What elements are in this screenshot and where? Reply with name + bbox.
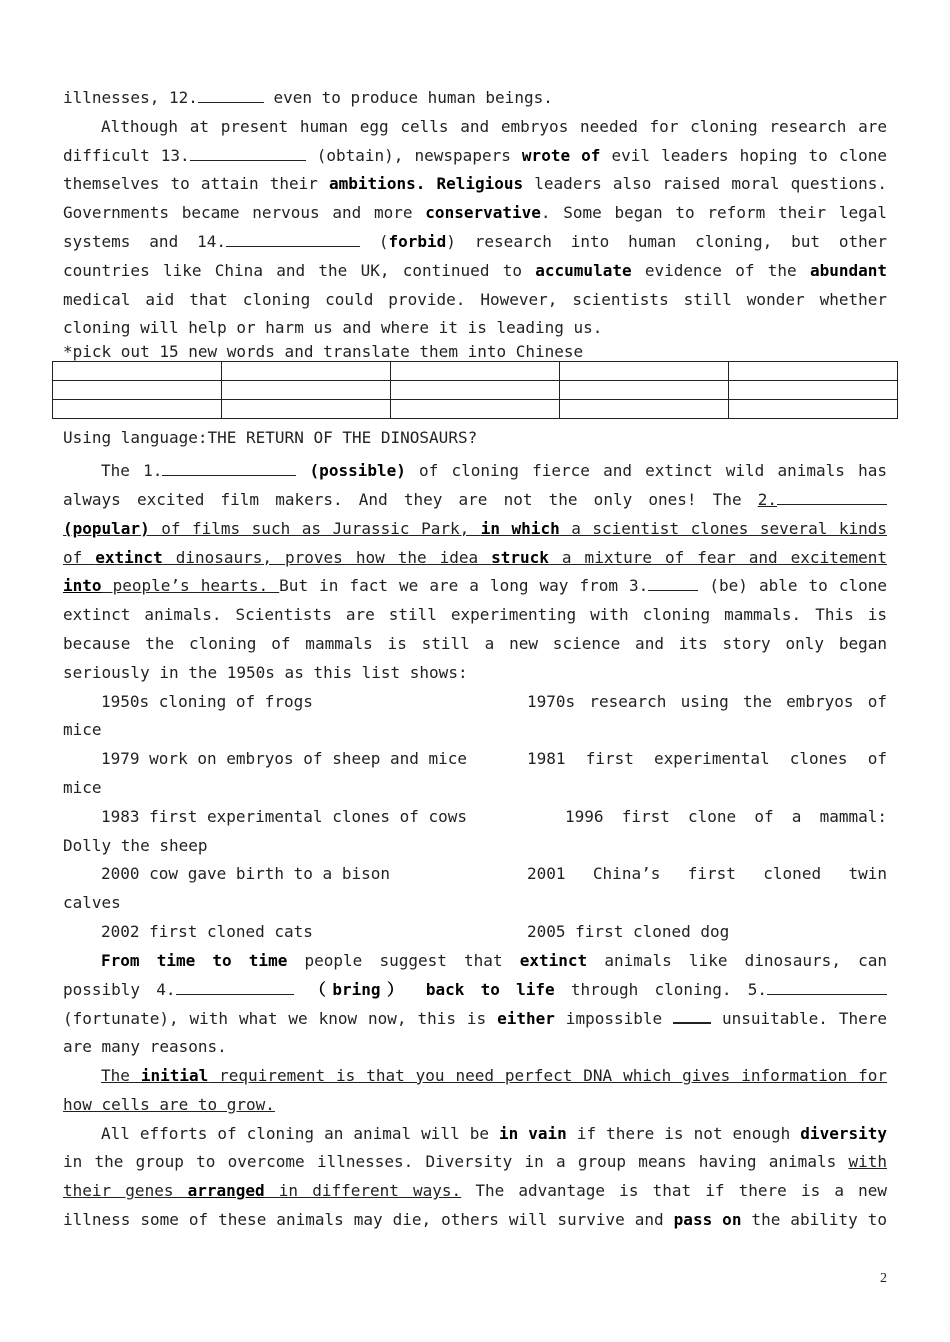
- text: always excited film makers. And they are not the only ones! The: [63, 489, 758, 509]
- timeline-row: [63, 688, 887, 717]
- key-phrase: in vain: [499, 1123, 567, 1143]
- text: in different ways.: [264, 1181, 462, 1201]
- text-line: [63, 544, 887, 573]
- answer-blank-conjunction[interactable]: [673, 1004, 711, 1024]
- text: a scientist clones several kinds: [559, 518, 887, 538]
- text: systems and 14.: [63, 231, 226, 251]
- key-word: into: [63, 576, 102, 596]
- text-line: [63, 515, 887, 544]
- text: of films such as Jurassic Park,: [149, 518, 481, 538]
- text: difficult 13.: [63, 145, 190, 165]
- key-phrase: wrote of: [521, 145, 601, 165]
- text-line: [63, 286, 887, 315]
- timeline-left: 2002 first cloned cats: [101, 921, 313, 941]
- text: animals like dinosaurs, can: [587, 950, 887, 970]
- text: Governments became nervous and more: [63, 203, 426, 223]
- key-phrase: From time to time: [101, 950, 288, 970]
- table-cell[interactable]: [729, 400, 898, 419]
- key-word: abundant: [809, 260, 887, 280]
- key-phrase: pass on: [673, 1209, 742, 1229]
- question-number: 2.: [757, 489, 777, 509]
- timeline-continuation: mice: [63, 777, 102, 797]
- text-line: [63, 630, 887, 659]
- timeline-left: 1983 first experimental clones of cows: [101, 806, 468, 826]
- text-line: [63, 314, 887, 343]
- timeline-row: [63, 745, 887, 774]
- text: possibly 4.: [63, 979, 176, 999]
- text: Although at present human egg cells and embryos needed for cloning research are: [101, 116, 887, 136]
- text-line: [63, 1004, 887, 1033]
- text: themselves to attain their: [63, 174, 330, 194]
- text: in the group to overcome illnesses. Diversity in a group means having animals: [63, 1152, 849, 1172]
- key-word: arranged: [187, 1181, 265, 1201]
- text: [296, 461, 309, 480]
- text-line: [63, 142, 887, 171]
- table-cell[interactable]: [391, 381, 560, 400]
- timeline-left: 2000 cow gave birth to a bison: [101, 864, 390, 884]
- text-line: [63, 1062, 887, 1091]
- text: their genes: [63, 1181, 188, 1201]
- key-word: ambitions.: [329, 174, 426, 194]
- table-cell[interactable]: [729, 381, 898, 400]
- document-page: [63, 84, 887, 1235]
- table-row: [53, 400, 898, 419]
- text-line: [63, 976, 887, 1005]
- table-cell[interactable]: [53, 400, 222, 419]
- table-cell[interactable]: [53, 381, 222, 400]
- text: people suggest that: [287, 950, 520, 970]
- instruction-line: [63, 343, 887, 360]
- text-line: [63, 1120, 887, 1149]
- timeline-continuation: calves: [63, 893, 121, 913]
- text-line: [63, 1177, 887, 1206]
- text: (fortunate), with what we know now, this is: [63, 1009, 498, 1029]
- text-line: [63, 84, 887, 113]
- key-word: struck: [491, 547, 549, 567]
- text-line: [63, 1033, 887, 1062]
- text: The: [101, 1065, 141, 1085]
- text-line: [63, 601, 887, 630]
- key-phrase: in which: [480, 518, 560, 538]
- timeline-row: [63, 860, 887, 889]
- text: the ability to: [741, 1209, 887, 1229]
- timeline-continuation: mice: [63, 720, 102, 740]
- timeline-row: [63, 803, 887, 832]
- table-cell[interactable]: [391, 400, 560, 419]
- page-number: 2: [880, 1271, 887, 1286]
- table-cell[interactable]: [53, 362, 222, 381]
- text-line: [63, 228, 887, 257]
- key-word: either: [497, 1009, 555, 1029]
- text: a mixture of fear and excitement: [548, 547, 887, 567]
- text-line: [63, 1206, 887, 1235]
- text: （: [293, 979, 333, 999]
- vocabulary-table: [52, 361, 898, 419]
- text-line: [63, 1091, 275, 1120]
- table-cell[interactable]: [729, 362, 898, 381]
- text: people’s hearts.: [101, 576, 280, 596]
- answer-blank-5[interactable]: [767, 976, 887, 995]
- table-cell[interactable]: [222, 400, 391, 419]
- text-line: [63, 1148, 887, 1177]
- text: of cloning fierce and extinct wild animals has: [405, 461, 887, 481]
- text-line: [63, 257, 887, 286]
- table-cell[interactable]: [560, 381, 729, 400]
- answer-blank-13[interactable]: [190, 142, 306, 161]
- timeline-right: 1970s research using the embryos of: [527, 691, 887, 711]
- text: (obtain), newspapers: [305, 145, 522, 165]
- timeline-right: 2005 first cloned dog: [527, 921, 730, 941]
- timeline-left: 1979 work on embryos of sheep and mice: [101, 749, 468, 769]
- key-word: bring: [332, 979, 381, 999]
- key-word: (popular): [63, 518, 150, 538]
- key-word: accumulate: [535, 260, 632, 280]
- text: evil leaders hoping to clone: [600, 145, 887, 165]
- text-line: [63, 947, 887, 976]
- text: The advantage is that if there is a new: [461, 1181, 887, 1201]
- key-word: extinct: [519, 950, 588, 970]
- text-line: [63, 113, 887, 142]
- text: [425, 174, 436, 193]
- text: requirement is that you need perfect DNA which gives information for: [208, 1065, 887, 1085]
- text: even to produce human beings.: [263, 88, 553, 107]
- key-word: forbid: [388, 231, 447, 251]
- text: (be) able to clone: [698, 576, 887, 596]
- text: dinosaurs, proves how the idea: [162, 547, 492, 567]
- answer-blank-3[interactable]: [648, 572, 698, 591]
- table-row: [53, 362, 898, 381]
- text-line: [63, 486, 887, 515]
- section-heading: Using language:THE RETURN OF THE DINOSAURS?: [63, 428, 478, 448]
- text-line: [63, 457, 887, 486]
- timeline-continuation: Dolly the sheep: [63, 835, 208, 855]
- answer-blank-2[interactable]: [777, 486, 887, 505]
- table-cell[interactable]: [222, 381, 391, 400]
- text: The 1.: [101, 461, 163, 481]
- text: of: [63, 547, 96, 567]
- instruction-text: *pick out 15 new words and translate them into Chinese: [63, 342, 584, 362]
- text-line: [63, 572, 887, 601]
- key-word: extinct: [95, 547, 163, 567]
- text: impossible: [554, 1009, 674, 1029]
- key-word: conservative: [425, 203, 541, 223]
- text: illness some of these animals may die, others will survive and: [63, 1209, 674, 1229]
- text-line: [63, 170, 887, 199]
- text: unsuitable. There: [711, 1009, 887, 1029]
- answer-blank-12[interactable]: [198, 84, 264, 103]
- timeline-right: 1981 first experimental clones of: [527, 749, 887, 769]
- key-word: Religious: [436, 174, 524, 194]
- text: extinct animals. Scientists are still experimenting with cloning mammals. This is: [63, 605, 887, 625]
- text-line: [63, 659, 887, 688]
- table-cell[interactable]: [222, 362, 391, 381]
- timeline-left: 1950s cloning of frogs: [101, 691, 313, 711]
- text: leaders also raised moral questions.: [523, 174, 887, 194]
- timeline-right: 2001 China’s first cloned twin: [527, 864, 887, 884]
- text: countries like China and the UK, continued to: [63, 260, 536, 280]
- answer-blank-4[interactable]: [176, 976, 294, 995]
- text: with: [848, 1152, 887, 1172]
- text: All efforts of cloning an animal will be: [101, 1123, 499, 1143]
- text: how cells are to grow.: [63, 1094, 275, 1114]
- text: ）: [380, 979, 426, 999]
- answer-blank-1[interactable]: [162, 457, 296, 476]
- text: cloning will help or harm us and where it is leading us.: [63, 318, 603, 338]
- text: medical aid that cloning could provide. However, scientists still wonder whether: [63, 289, 887, 309]
- answer-blank-14[interactable]: [226, 228, 360, 247]
- text: But in fact we are a long way from 3.: [279, 576, 649, 596]
- text: through cloning. 5.: [554, 979, 768, 999]
- key-word: diversity: [800, 1123, 887, 1143]
- table-cell[interactable]: [391, 362, 560, 381]
- table-row: [53, 381, 898, 400]
- table-cell[interactable]: [560, 400, 729, 419]
- text: if there is not enough: [566, 1123, 801, 1143]
- key-word: (possible): [309, 461, 406, 481]
- key-phrase: back to life: [425, 979, 555, 999]
- table-cell[interactable]: [560, 362, 729, 381]
- text: evidence of the: [631, 260, 810, 280]
- text: seriously in the 1950s as this list shows:: [63, 662, 468, 682]
- timeline-right: 1996 first clone of a mammal:: [565, 806, 887, 826]
- text: (: [359, 231, 389, 251]
- text: illnesses, 12.: [63, 88, 198, 107]
- text: are many reasons.: [63, 1037, 227, 1057]
- text: because the cloning of mammals is still a new science and its story only began: [63, 633, 887, 653]
- timeline-row: [63, 918, 887, 947]
- text: ) research into human cloning, but other: [446, 231, 887, 251]
- text-line: [63, 199, 887, 228]
- text: . Some began to reform their legal: [540, 203, 887, 223]
- key-word: initial: [140, 1065, 209, 1085]
